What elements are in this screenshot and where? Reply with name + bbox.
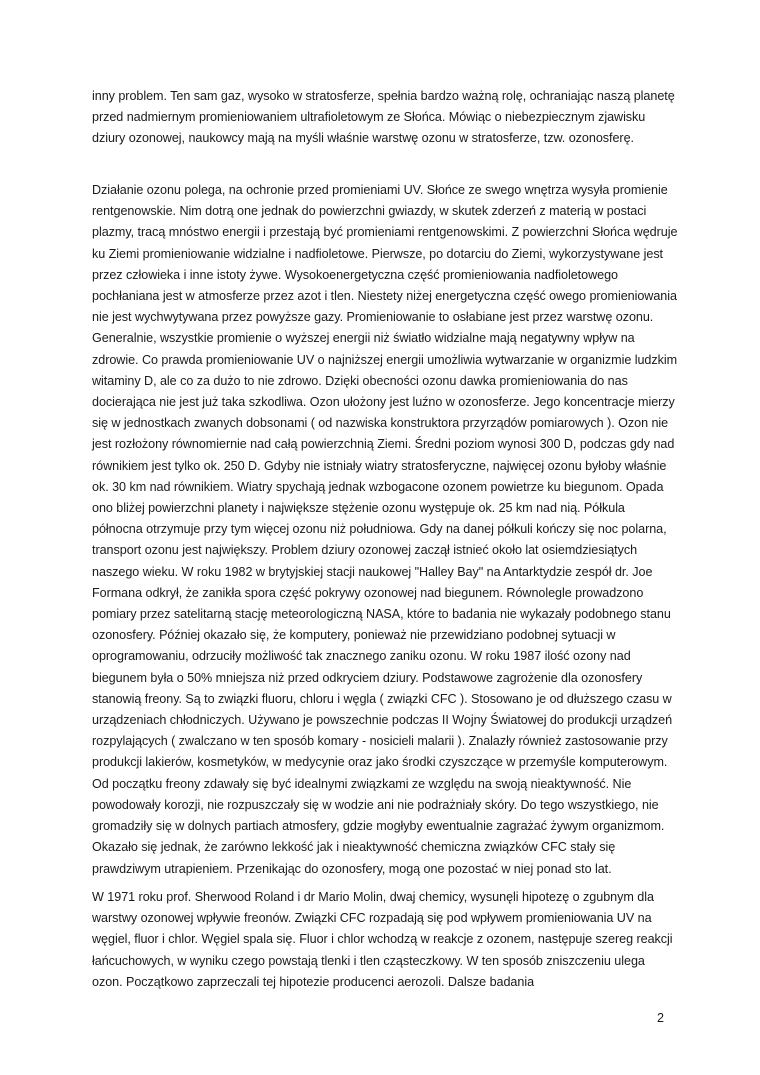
paragraph-ozone-action: Działanie ozonu polega, na ochronie przed promieniami UV. Słońce ze swego wnętrza wysyła promienie rentgenowskie. Nim dotrą one jednak do powierzchni gwiazdy, w skutek zderzeń z materią w postaci plazmy, tracą mnóstwo energii i przestają być promieniami rentgenowskimi. Z powierzchni Słońca wędruje ku Ziemi promieniowanie widzialne i nadfioletowe. Pierwsze, po dotarciu do Ziemi, wykorzystywane jest przez człowieka i inne istoty żywe. Wysokoenergetyczna część promieniowania nadfioletowego pochłaniana jest w atmosferze przez azot i tlen. Niestety niżej energetyczna część owego promieniowania nie jest wychwytywana przez powyższe gazy. Promieniowanie to osłabiane jest przez warstwę ozonu. Generalnie, wszystkie promienie o wyższej energii niż światło widzialne mają negatywny wpływ na zdrowie. Co prawda promieniowanie UV o najniższej energii umożliwia wytwarzanie w organizmie ludzkim witaminy D, ale co za dużo to nie zdrowo. Dzięki obecności ozonu dawka promieniowania do nas docierająca nie jest już taka szkodliwa. Ozon ułożony jest luźno w ozonosferze. Jego koncentracje mierzy się w jednostkach zwanych dobsonami ( od nazwiska konstruktora przyrządów pomiarowych ). Ozon nie jest rozłożony równomiernie nad całą powierzchnią Ziemi. Średni poziom wynosi 300 D, podczas gdy nad równikiem jest tylko ok. 250 D. Gdyby nie istniały wiatry stratosferyczne, najwięcej ozonu byłoby właśnie ok. 30 km nad równikiem. Wiatry spychają jednak wzbogacone ozonem powietrze ku biegunom. Opada ono bliżej powierzchni planety i największe stężenie ozonu występuje ok. 25 km nad nią. Półkula północna otrzymuje przy tym więcej ozonu niż południowa. Gdy na danej półkuli kończy się noc polarna, transport ozonu jest największy. Problem dziury ozonowej zaczął istnieć około lat osiemdziesiątych naszego wieku. W roku 1982 w brytyjskiej stacji naukowej "Halley Bay" na Antarktydzie zespół dr. Joe Formana odkrył, że zanikła spora część pokrywy ozonowej nad biegunem. Równolegle prowadzono pomiary przez satelitarną stację meteorologiczną NASA, które to badania nie wykazały podobnego stanu ozonosfery. Później okazało się, że komputery, ponieważ nie przewidziano podobnej sytuacji w oprogramowaniu, odrzuciły możliwość tak znacznego zaniku ozonu. W roku 1987 ilość ozony nad biegunem była o 50% mniejsza niż przed odkryciem dziury. Podstawowe zagrożenie dla ozonosfery stanowią freony. Są to związki fluoru, chloru i węgla ( związki CFC ). Stosowano je od dłuższego czasu w urządzeniach chłodniczych. Używano je powszechnie podczas II Wojny Światowej do produkcji urządzeń rozpylających ( zwalczano w ten sposób komary - nosicieli malarii ). Znalazły również zastosowanie przy produkcji lakierów, kosmetyków, w medycynie oraz jako środki czyszczące w przemyśle komputerowym. Od początku freony zdawały się być idealnymi związkami ze względu na swoją nieaktywność. Nie powodowały korozji, nie rozpuszczały się w wodzie ani nie podrażniały skóry. Do tego wszystkiego, nie gromadziły się w dolnych partiach atmosfery, gdzie mogłyby ewentualnie zagrażać żywym organizmom. Okazało się jednak, że zarówno lekkość jak i nieaktywność chemiczna związków CFC stały się prawdziwym utrapieniem. Przenikając do ozonosfery, mogą one pozostać w niej ponad sto lat. [92, 183, 678, 876]
paragraph-intro: inny problem. Ten sam gaz, wysoko w stratosferze, spełnia bardzo ważną rolę, ochraniając naszą planetę przed nadmiernym promieniowaniem ultrafioletowym ze Słońca. Mówiąc o niebezpiecznym zjawisku dziury ozonowej, naukowcy mają na myśli właśnie warstwę ozonu w stratosferze, tzw. ozonosferę. [92, 89, 675, 146]
page-number: 2 [656, 1011, 664, 1025]
paragraph-hypothesis: W 1971 roku prof. Sherwood Roland i dr Mario Molin, dwaj chemicy, wysunęli hipotezę o zgubnym dla warstwy ozonowej wpływie freonów. Związki CFC rozpadają się pod wpływem promieniowania UV na węgiel, fluor i chlor. Węgiel spala się. Fluor i chlor wchodzą w reakcje z ozonem, następuje szereg reakcji łańcuchowych, w wyniku czego powstają tlenki i tlen cząsteczkowy. W ten sposób zniszczeniu ulega ozon. Początkowo zaprzeczali tej hipotezie producenci aerozoli. Dalsze badania [92, 890, 673, 989]
